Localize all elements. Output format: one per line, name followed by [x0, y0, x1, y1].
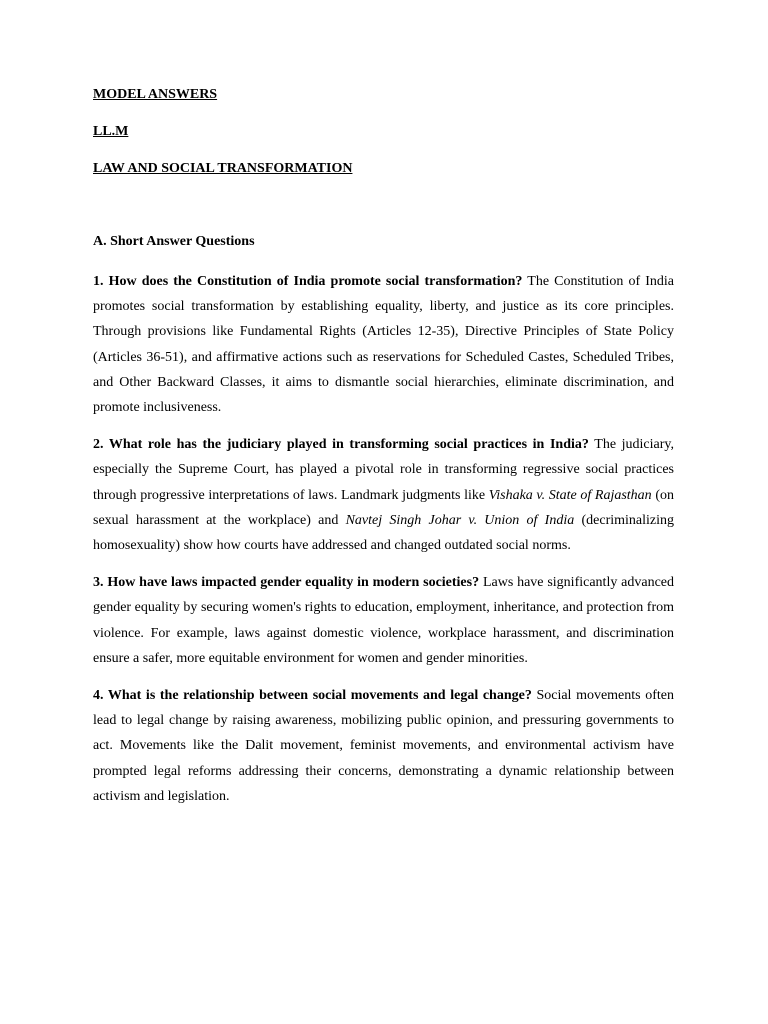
- doc-title: MODEL ANSWERS: [93, 87, 218, 102]
- question-3: 3. How have laws impacted gender equality in modern societies?: [93, 575, 480, 591]
- answer-4: Social movements often lead to legal change by raising awareness, mobilizing public opinion, and pressuring governments to act. Movements like the Dalit movement, feminist movements, and environmental activism have prompted legal reforms addressing their concerns, demonstrating a dynamic relationship between activism and legislation.: [93, 688, 674, 804]
- qa-item-2: [93, 432, 674, 558]
- qa-item-1: [93, 269, 674, 420]
- degree-label: LL.M: [93, 124, 129, 139]
- qa-item-4: [93, 683, 674, 809]
- answer-2-part-3: (decriminalizing homosexuality) show how courts have addressed and changed outdated social norms.: [93, 512, 674, 554]
- question-4: 4. What is the relationship between social movements and legal change?: [93, 688, 532, 704]
- answer-1: The Constitution of India promotes social transformation by establishing equality, liberty, and justice as its core principles. Through provisions like Fundamental Rights (Articles 12-35), Directive Principles of State Policy (Articles 36-51), and affirmative actions such as reservations for Scheduled Castes, Scheduled Tribes, and Other Backward Classes, it aims to dismantle social hierarchies, eliminate discrimination, and promote inclusiveness.: [93, 274, 674, 416]
- qa-item-3: [93, 570, 674, 671]
- question-2: 2. What role has the judiciary played in transforming social practices in India?: [93, 437, 589, 453]
- answer-3: Laws have significantly advanced gender equality by securing women's rights to education, employment, inheritance, and protection from violence. For example, laws against domestic violence, workplace harassment, and discrimination ensure a safer, more equitable environment for women and gender minorities.: [93, 575, 675, 666]
- answer-2-part-1: The judiciary, especially the Supreme Court, has played a pivotal role in transforming regressive social practices through progressive interpretations of laws. Landmark judgments like: [93, 437, 675, 503]
- case-citation-navtej: Navtej Singh Johar v. Union of India: [345, 512, 575, 528]
- question-1: 1. How does the Constitution of India promote social transformation?: [93, 274, 523, 289]
- answer-2-part-2: (on sexual harassment at the workplace) and: [93, 487, 674, 528]
- section-title: A. Short Answer Questions: [93, 234, 255, 249]
- subject-title: LAW AND SOCIAL TRANSFORMATION: [93, 161, 353, 176]
- case-citation-vishaka: Vishaka v. State of Rajasthan: [488, 487, 652, 503]
